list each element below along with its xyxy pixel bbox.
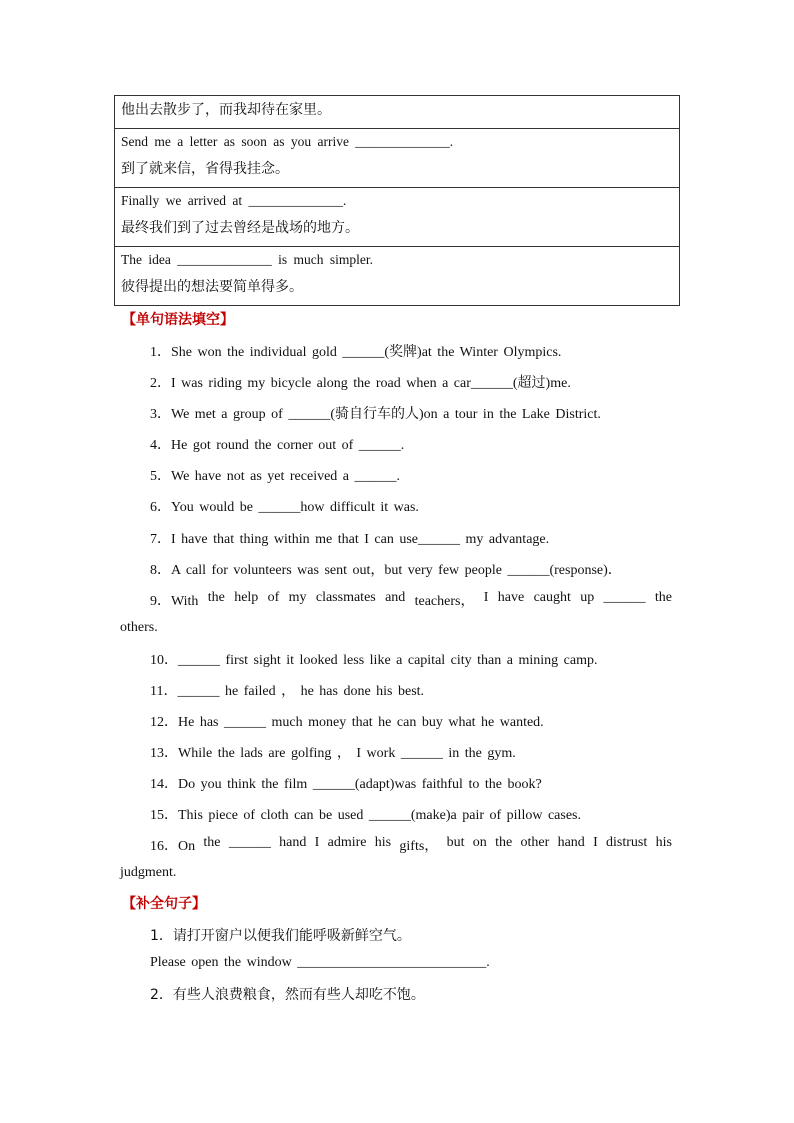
sentence-answer-line: Please open the window ___________________________. (150, 955, 490, 970)
table-chinese-text: 他出去散步了，而我却待在家里。 (121, 102, 331, 118)
exercise-item: 14．Do you think the film ______(adapt)was faithful to the book? (150, 777, 542, 792)
exercise-item: 13．While the lads are golfing ， I work ______ in the gym. (150, 746, 516, 761)
table-english-text: Finally we arrived at ______________. (121, 193, 347, 208)
section-title-complete-sentences: 【补全句子】 (122, 896, 206, 912)
table-row (115, 129, 680, 188)
exercise-item-continuation: others. (120, 620, 158, 635)
table-chinese-text: 彼得提出的想法要简单得多。 (121, 279, 303, 295)
table-english-text: Send me a letter as soon as you arrive ______________. (121, 134, 454, 149)
exercise-item-16: 16．On the ______ hand I admire his gifts， but on the other hand I distrust his (150, 835, 672, 854)
exercise-item: 10．______ first sight it looked less like a capital city than a mining camp. (150, 653, 598, 668)
exercise-item: 12．He has ______ much money that he can buy what he wanted. (150, 715, 544, 730)
table-row (115, 96, 680, 129)
exercise-item: 11．______ he failed ， he has done his best. (150, 684, 425, 699)
exercise-item: 8．A call for volunteers was sent out，but very few people ______(response)． (150, 563, 622, 578)
table-chinese-text: 最终我们到了过去曾经是战场的地方。 (121, 220, 359, 236)
table-english-text: The idea ______________ is much simpler. (121, 252, 373, 267)
exercise-item: 6．You would be ______how difficult it was. (150, 500, 419, 515)
exercise-item: 4．He got round the corner out of ______. (150, 438, 405, 453)
table-chinese-text: 到了就来信，省得我挂念。 (121, 161, 289, 177)
section-title-grammar-fill: 【单句语法填空】 (122, 312, 234, 328)
exercise-item-continuation: judgment. (120, 865, 177, 880)
translation-table (114, 95, 680, 306)
exercise-item: 5．We have not as yet received a ______. (150, 469, 401, 484)
exercise-item: 15．This piece of cloth can be used ______(make)a pair of pillow cases. (150, 808, 581, 823)
exercise-item: 7．I have that thing within me that I can use______ my advantage. (150, 532, 550, 547)
exercise-item: 1．She won the individual gold ______(奖牌)at the Winter Olympics. (150, 345, 562, 360)
table-row (115, 188, 680, 247)
exercise-item: 2．I was riding my bicycle along the road when a car______(超过)me. (150, 376, 571, 391)
table-row (115, 247, 680, 306)
exercise-item: 3．We met a group of ______(骑自行车的人)on a tour in the Lake District. (150, 407, 601, 422)
sentence-prompt-chinese: 1．请打开窗户以便我们能呼吸新鲜空气。 (150, 928, 411, 944)
exercise-item-9: 9．With the help of my classmates and teachers， I have caught up ______ the (150, 590, 672, 609)
sentence-prompt-chinese: 2．有些人浪费粮食，然而有些人却吃不饱。 (150, 987, 425, 1003)
